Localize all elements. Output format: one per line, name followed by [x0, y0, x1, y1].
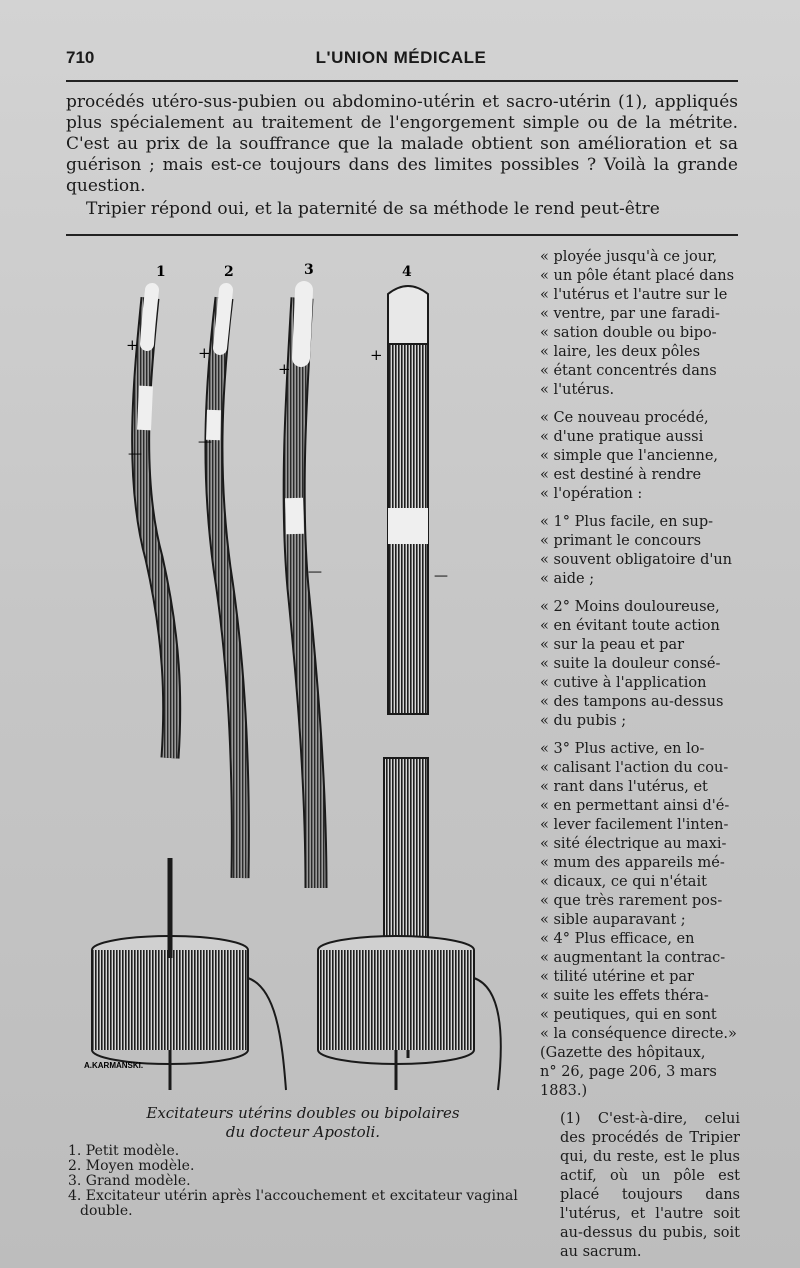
quote-line: « laire, les deux pôles	[540, 344, 701, 360]
vaginal-cylinder-left	[92, 858, 286, 1090]
footnote: (1) C'est-à-dire, celui des procédés de Tripier qui, du reste, est le plus actif, où un pôle est placé toujours dans l'utérus, et l'autre soit au-dessus du pubis, soit au sacrum.	[560, 1111, 740, 1260]
intro-paragraph-1: procédés utéro-sus-pubien ou abdomino-utérin et sacro-utérin (1), appliqués plus spécialement au traitement de l'engorgement simple ou de la métrite. C'est au prix de la souffrance que la malade obtient son amélioration et sa guérison ; mais est-ce toujours dans des limites possibles ? Voilà la grande question.	[66, 92, 738, 196]
quote-line: n° 26, page 206, 3 mars	[540, 1064, 717, 1080]
quote-line: « augmentant la contrac-	[540, 950, 726, 966]
quote-line: « que très rarement pos-	[540, 893, 723, 909]
quote-line: « sible auparavant ;	[540, 912, 686, 928]
quote-line: « sité électrique au maxi-	[540, 836, 727, 852]
figure-illustration	[62, 258, 542, 1108]
figure-number-3: 3	[304, 262, 314, 278]
plus-label: +	[278, 360, 291, 378]
quote-line: « 2° Moins douloureuse,	[540, 599, 720, 615]
quote-line: « mum des appareils mé-	[540, 855, 725, 871]
figure-caption	[68, 1106, 538, 1219]
quote-line: « ployée jusqu'à ce jour,	[540, 249, 718, 265]
engraver-signature: A.KARMANSKI.	[84, 1061, 144, 1070]
quote-line: « 1° Plus facile, en sup-	[540, 514, 714, 530]
quote-line: « dicaux, ce qui n'était	[540, 874, 707, 890]
quote-line: « l'utérus.	[540, 382, 615, 398]
quote-line: (Gazette des hôpitaux,	[540, 1045, 706, 1061]
quote-line: « calisant l'action du cou-	[540, 760, 729, 776]
intro-text	[66, 92, 738, 220]
quote-line: « l'opération :	[540, 486, 643, 502]
quote-line: « rant dans l'utérus, et	[540, 779, 708, 795]
quote-line: « sur la peau et par	[540, 637, 685, 653]
quote-line: « étant concentrés dans	[540, 363, 717, 379]
page-header	[66, 44, 736, 72]
quote-line: « lever facilement l'inten-	[540, 817, 729, 833]
quote-line: « sation double ou bipo-	[540, 325, 717, 341]
quote-line: « ventre, par une faradi-	[540, 306, 720, 322]
quote-line: « en évitant toute action	[540, 618, 720, 634]
quote-line: « est destiné à rendre	[540, 467, 702, 483]
quote-line: « peutiques, qui en sont	[540, 1007, 717, 1023]
quote-line: « suite la douleur consé-	[540, 656, 721, 672]
page-number: 710	[66, 48, 95, 67]
minus-label: —	[434, 568, 448, 584]
electrode-2	[198, 290, 240, 878]
quote-line: « du pubis ;	[540, 713, 627, 729]
minus-label: —	[308, 564, 322, 580]
electrode-1	[126, 290, 172, 758]
quote-line: « 4° Plus efficace, en	[540, 931, 695, 947]
quote-line: « primant le concours	[540, 533, 702, 549]
quote-line: « en permettant ainsi d'é-	[540, 798, 730, 814]
electrode-3	[278, 290, 322, 888]
plus-label: +	[126, 336, 139, 354]
quote-line: « la conséquence directe.»	[540, 1026, 737, 1042]
quote-line: « tilité utérine et par	[540, 969, 694, 985]
quote-line: « des tampons au-dessus	[540, 694, 724, 710]
quote-line: « souvent obligatoire d'un	[540, 552, 733, 568]
quote-line: « un pôle étant placé dans	[540, 268, 735, 284]
minus-label: —	[128, 446, 142, 462]
caption-item: 2. Moyen modèle.	[68, 1158, 195, 1174]
quote-line: « l'utérus et l'autre sur le	[540, 287, 728, 303]
quote-gap	[540, 504, 740, 513]
minus-label: —	[198, 434, 212, 450]
quote-line: « 3° Plus active, en lo-	[540, 741, 705, 757]
quote-line: « simple que l'ancienne,	[540, 448, 719, 464]
figure-number-2: 2	[224, 264, 234, 280]
quote-line: « cutive à l'application	[540, 675, 707, 691]
figure-number-4: 4	[402, 264, 412, 280]
quoted-column	[540, 248, 740, 1101]
quote-gap	[540, 400, 740, 409]
electrodes-engraving	[62, 258, 542, 1108]
quote-line: 1883.)	[540, 1083, 588, 1099]
intro-paragraph-2: Tripier répond oui, et la paternité de sa méthode le rend peut-être	[86, 199, 660, 219]
plus-label: +	[198, 344, 211, 362]
caption-item: 1. Petit modèle.	[68, 1143, 180, 1159]
vaginal-cylinder-right	[318, 936, 501, 1090]
quote-line: « aide ;	[540, 571, 595, 587]
quote-line: « Ce nouveau procédé,	[540, 410, 709, 426]
quote-line: « d'une pratique aussi	[540, 429, 704, 445]
figure-number-1: 1	[156, 264, 166, 280]
caption-item: 4. Excitateur utérin après l'accouchement et excitateur vaginal double.	[68, 1188, 518, 1219]
quote-line: « suite les effets théra-	[540, 988, 709, 1004]
caption-title: Excitateurs utérins doubles ou bipolaires	[146, 1104, 460, 1122]
caption-author: du docteur Apostoli.	[225, 1123, 381, 1141]
section-rule	[66, 234, 738, 236]
plus-label: +	[370, 346, 383, 364]
caption-item: 3. Grand modèle.	[68, 1173, 191, 1189]
quote-gap	[540, 589, 740, 598]
header-rule	[66, 80, 738, 82]
journal-title: L'UNION MÉDICALE	[315, 48, 487, 67]
quote-gap	[540, 731, 740, 740]
